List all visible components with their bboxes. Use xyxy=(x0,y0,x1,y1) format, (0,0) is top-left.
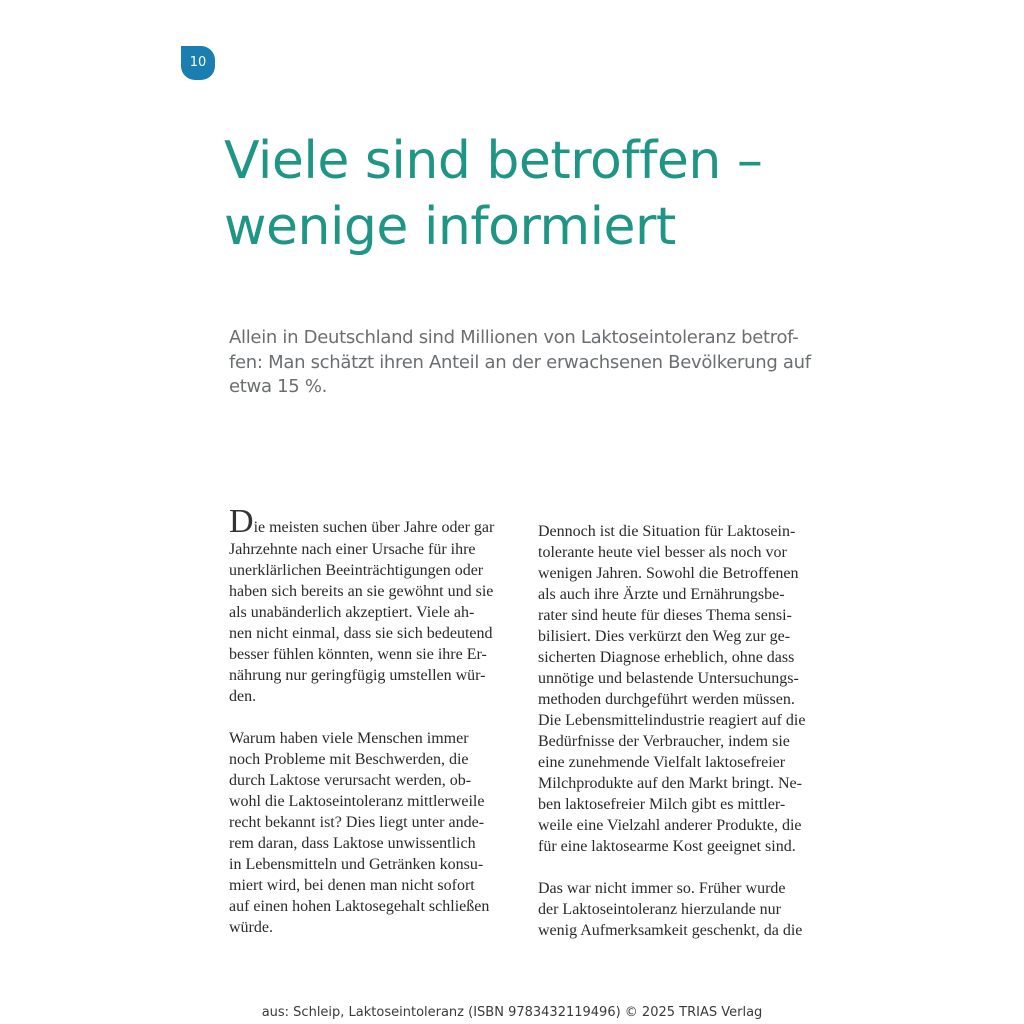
body-line: ie meisten suchen über Jahre oder gar xyxy=(253,519,495,536)
body-line: Die Lebensmittelindustrie reagiert auf die xyxy=(538,712,806,729)
lead-line: etwa 15 %. xyxy=(229,376,328,397)
body-line: unerklärlichen Beeinträchtigungen oder xyxy=(229,562,484,579)
body-line: besser fühlen könnten, wenn sie ihre Er- xyxy=(229,646,487,663)
body-line: auf einen hohen Laktosegehalt schließen xyxy=(229,898,490,915)
body-line: rater sind heute für dieses Thema sensi- xyxy=(538,607,792,624)
body-line: recht bekannt ist? Dies liegt unter ande- xyxy=(229,814,485,831)
body-line: unnötige und belastende Untersuchungs- xyxy=(538,670,799,687)
body-line: in Lebensmitteln und Getränken konsu- xyxy=(229,856,484,873)
body-line: wenigen Jahren. Sowohl die Betroffenen xyxy=(538,565,799,582)
right-column xyxy=(538,521,828,962)
body-line: Jahrzehnte nach einer Ursache für ihre xyxy=(229,541,476,558)
body-line: noch Probleme mit Beschwerden, die xyxy=(229,751,469,768)
body-line: den. xyxy=(229,688,257,705)
left-column xyxy=(229,503,519,959)
lead-paragraph xyxy=(229,326,829,400)
chapter-title xyxy=(224,128,864,260)
body-line: als unabänderlich akzeptiert. Viele ah- xyxy=(229,604,475,621)
paragraph xyxy=(229,728,519,938)
body-line: für eine laktosearme Kost geeignet sind. xyxy=(538,838,796,855)
body-line: Milchprodukte auf den Markt bringt. Ne- xyxy=(538,775,802,792)
body-line: tolerante heute viel besser als noch vor xyxy=(538,544,787,561)
body-line: wohl die Laktoseintoleranz mittlerweile xyxy=(229,793,485,810)
body-line: rem daran, dass Laktose unwissentlich xyxy=(229,835,476,852)
body-line: Das war nicht immer so. Früher wurde xyxy=(538,880,786,897)
body-line: wenig Aufmerksamkeit geschenkt, da die xyxy=(538,922,803,939)
source-footer: aus: Schleip, Laktoseintoleranz (ISBN 9783432119496) © 2025 TRIAS Verlag xyxy=(261,1005,763,1020)
title-line: Viele sind betroffen – xyxy=(224,131,763,191)
body-line: als auch ihre Ärzte und Ernährungsbe- xyxy=(538,586,785,603)
body-line: Dennoch ist die Situation für Laktosein- xyxy=(538,523,796,540)
lead-line: Allein in Deutschland sind Millionen von Laktoseintoleranz betrof- xyxy=(229,327,799,348)
paragraph xyxy=(538,521,828,857)
body-line: sicherten Diagnose erheblich, ohne dass xyxy=(538,649,795,666)
body-line: bilisiert. Dies verkürzt den Weg zur ge- xyxy=(538,628,791,645)
lead-line: fen: Man schätzt ihren Anteil an der erwachsenen Bevölkerung auf xyxy=(229,351,811,373)
body-line: ben laktosefreier Milch gibt es mittler- xyxy=(538,796,786,813)
body-line: haben sich bereits an sie gewöhnt und sie xyxy=(229,583,494,600)
drop-cap: D xyxy=(229,503,254,540)
body-line: würde. xyxy=(229,919,273,936)
body-line: nen nicht einmal, dass sie sich bedeutend xyxy=(229,625,493,642)
paragraph xyxy=(538,878,828,941)
paragraph xyxy=(229,503,519,707)
body-line: Bedürfnisse der Verbraucher, indem sie xyxy=(538,733,790,750)
body-line: methoden durchgeführt werden müssen. xyxy=(538,691,795,708)
body-line: durch Laktose verursacht werden, ob- xyxy=(229,772,472,789)
first-line xyxy=(229,503,519,540)
body-line: nährung nur geringfügig umstellen wür- xyxy=(229,667,486,684)
title-line: wenige informiert xyxy=(224,197,676,257)
body-line: Warum haben viele Menschen immer xyxy=(229,730,469,747)
page-number-badge: 10 xyxy=(181,46,215,80)
body-line: eine zunehmende Vielfalt laktosefreier xyxy=(538,754,786,771)
body-line: der Laktoseintoleranz hierzulande nur xyxy=(538,901,781,918)
body-line: miert wird, bei denen man nicht sofort xyxy=(229,877,475,894)
body-line: weile eine Vielzahl anderer Produkte, die xyxy=(538,817,802,834)
